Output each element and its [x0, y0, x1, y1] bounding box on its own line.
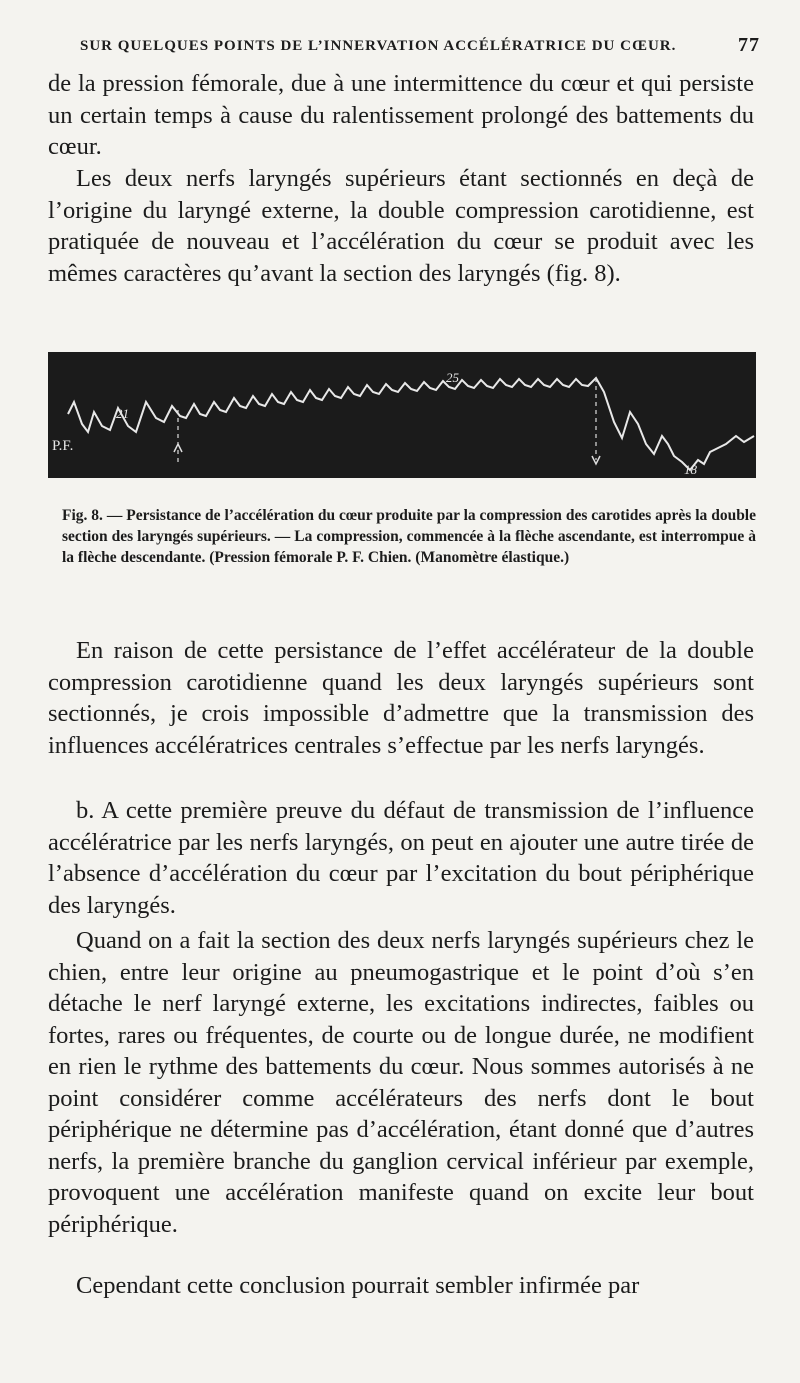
label-pf: P.F.: [52, 438, 74, 454]
paragraph-6: Cependant cette conclusion pourrait sembler infirmée par: [76, 1272, 640, 1299]
running-header: [80, 34, 760, 64]
page-number: 77: [738, 34, 760, 56]
paragraph-2: Les deux nerfs laryngés supérieurs étant sectionnés en deçà de l’origine du laryngé externe, la double compression carotidienne, est pratiquée de nouveau et l’accélération du cœur se produit avec les mêmes caractères qu’avant la section des laryngés (fig. 8).: [48, 165, 754, 287]
paragraph-4: b. A cette première preuve du défaut de transmission de l’influence accélératrice par les nerfs laryngés, on peut en ajouter une autre tirée de l’absence d’accélération du cœur par l’excitation du bout périphérique des laryngés.: [48, 797, 754, 919]
label-21: 21: [116, 406, 129, 421]
figure-caption: Fig. 8. — Persistance de l’accélération du cœur produite par la compression des carotides après la double section des laryngés supérieurs. — La compression, commencée à la flèche ascendante, est interrompue à la flèche descendante. (Pression fémorale P. F. Chien. (Manomètre élastique.): [62, 507, 756, 566]
running-title: SUR QUELQUES POINTS DE L’INNERVATION ACCÉLÉRATRICE DU CŒUR.: [80, 38, 677, 54]
paragraph-5: Quand on a fait la section des deux nerfs laryngés supérieurs chez le chien, entre leur origine au pneumogastrique et le point d’où s’en détache le nerf laryngé externe, les excitations indirectes, faibles ou fortes, rares ou fréquentes, de courte ou de longue durée, ne modifient en rien le rythme des battements du cœur. Nous sommes autorisés à ne point considérer comme accélérateurs des nerfs dont le bout périphérique ne détermine pas d’accélération, étant donné que d’autres nerfs, la première branche du ganglion cervical inférieur par exemple, provoquent une accélération manifeste quand on excite leur bout périphérique.: [48, 927, 754, 1238]
pressure-tracing: [48, 352, 756, 478]
pressure-tracing-figure: [48, 352, 756, 478]
paragraph-3: En raison de cette persistance de l’effet accélérateur de la double compression carotidienne quand les deux laryngés supérieurs sont sectionnés, je crois impossible d’admettre que la transmission des influences accélératrices centrales s’effectue par les nerfs laryngés.: [48, 637, 754, 759]
label-18: 18: [684, 462, 697, 477]
label-25: 25: [446, 370, 459, 385]
paragraph-1: de la pression fémorale, due à une intermittence du cœur et qui persiste un certain temps à cause du ralentissement prolongé des battements du cœur.: [48, 70, 754, 160]
